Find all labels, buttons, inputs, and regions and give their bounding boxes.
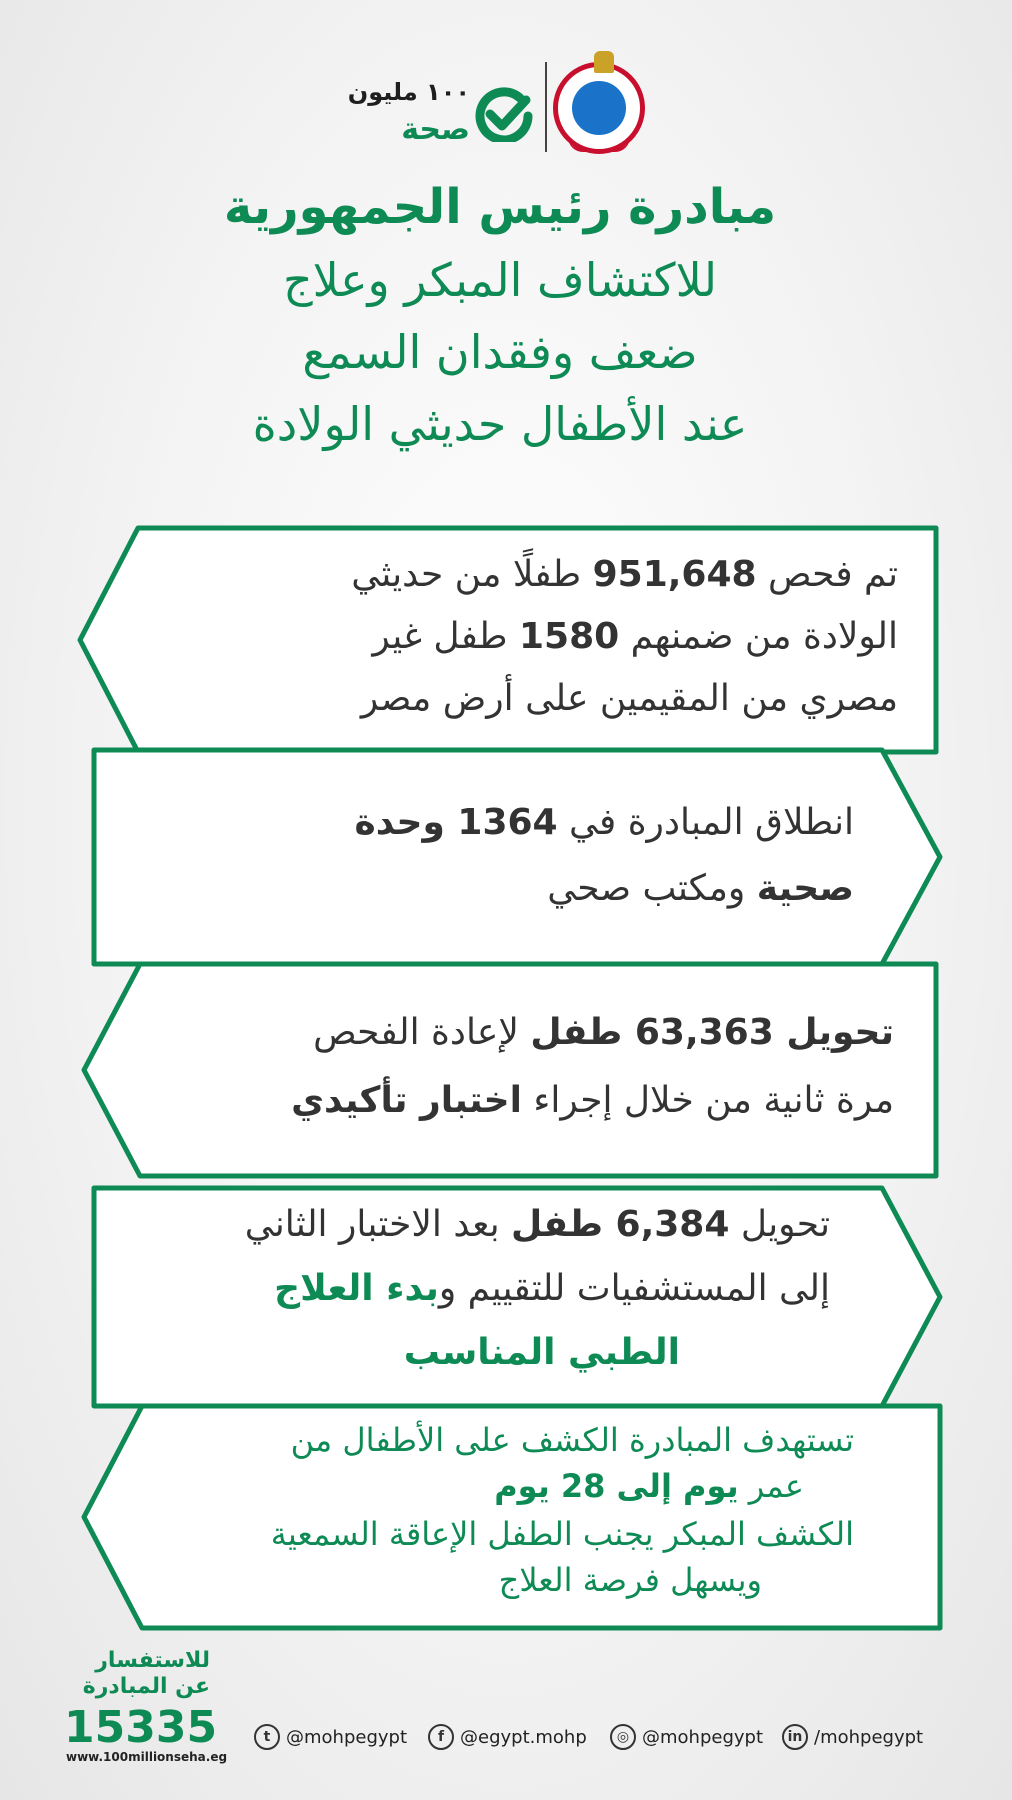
- page-title: مبادرة رئيس الجمهورية: [223, 179, 777, 235]
- card-line: الكشف المبكر يجنب الطفل الإعاقة السمعية: [270, 1515, 854, 1553]
- card-line: تحويل 63,363 طفل لإعادة الفحص: [313, 1012, 894, 1053]
- title-block: [150, 170, 850, 460]
- inquiry-line-2: عن المبادرة: [82, 1674, 210, 1699]
- facebook-icon: f: [428, 1724, 454, 1750]
- social-handle: @mohpegypt: [286, 1726, 408, 1748]
- check-icon: [474, 86, 534, 142]
- card-line: تحويل 6,384 طفل بعد الاختبار الثاني: [244, 1204, 830, 1245]
- inquiry-line-1: للاستفسار: [95, 1648, 210, 1673]
- social-handle: /mohpegypt: [814, 1726, 924, 1748]
- family-icon: [572, 81, 626, 135]
- stat-card-hospitals: [92, 1186, 942, 1408]
- stat-card-screened: [78, 526, 938, 754]
- subtitle-line-1: للاكتشاف المبكر وعلاج: [282, 253, 718, 307]
- stat-card-units: [92, 748, 942, 966]
- website-link[interactable]: www.100millionseha.eg: [66, 1750, 228, 1764]
- instagram-icon: ◎: [610, 1724, 636, 1750]
- twitter-icon: t: [254, 1724, 280, 1750]
- card-line: الطبي المناسب: [403, 1332, 680, 1373]
- social-instagram[interactable]: [610, 1722, 763, 1752]
- subtitle-line-2: ضعف وفقدان السمع: [302, 325, 698, 379]
- card-line: عمر يوم إلى 28 يوم: [494, 1467, 804, 1505]
- logo-divider: [545, 62, 547, 152]
- social-twitter[interactable]: [254, 1722, 407, 1752]
- stat-card-target: [82, 1404, 942, 1630]
- social-handle: @egypt.mohp: [460, 1726, 587, 1748]
- card-line: ويسهل فرصة العلاج: [498, 1561, 762, 1599]
- linkedin-icon: in: [782, 1724, 808, 1750]
- card-line: إلى المستشفيات للتقييم وبدء العلاج: [274, 1268, 830, 1309]
- card-line: صحية ومكتب صحي: [547, 868, 854, 909]
- card-shape: [92, 748, 942, 966]
- subtitle-line-3: عند الأطفال حديثي الولادة: [252, 397, 748, 451]
- header: [0, 0, 1012, 170]
- card-line: انطلاق المبادرة في 1364 وحدة: [354, 802, 854, 843]
- social-handle: @mohpegypt: [642, 1726, 764, 1748]
- eagle-emblem-icon: [594, 51, 614, 73]
- inquiry-label: [70, 1648, 210, 1700]
- logo-ring: [568, 137, 630, 152]
- ministry-logo: [553, 62, 645, 154]
- card-line: الولادة من ضمنهم 1580 طفل غير: [372, 616, 898, 657]
- card-line: تستهدف المبادرة الكشف على الأطفال من: [290, 1421, 854, 1459]
- card-line: مصري من المقيمين على أرض مصر: [360, 678, 898, 719]
- brand-top-text: ١٠٠ مليون: [347, 78, 470, 106]
- card-line: مرة ثانية من خلال إجراء اختبار تأكيدي: [291, 1080, 894, 1121]
- card-line: تم فحص 951,648 طفلًا من حديثي: [351, 554, 898, 595]
- hotline-number[interactable]: 15335: [64, 1702, 218, 1753]
- stat-card-rescreen: [82, 962, 938, 1178]
- social-facebook[interactable]: [428, 1722, 587, 1752]
- social-linkedin[interactable]: [782, 1722, 923, 1752]
- brand-bottom-text: صحة: [401, 112, 470, 147]
